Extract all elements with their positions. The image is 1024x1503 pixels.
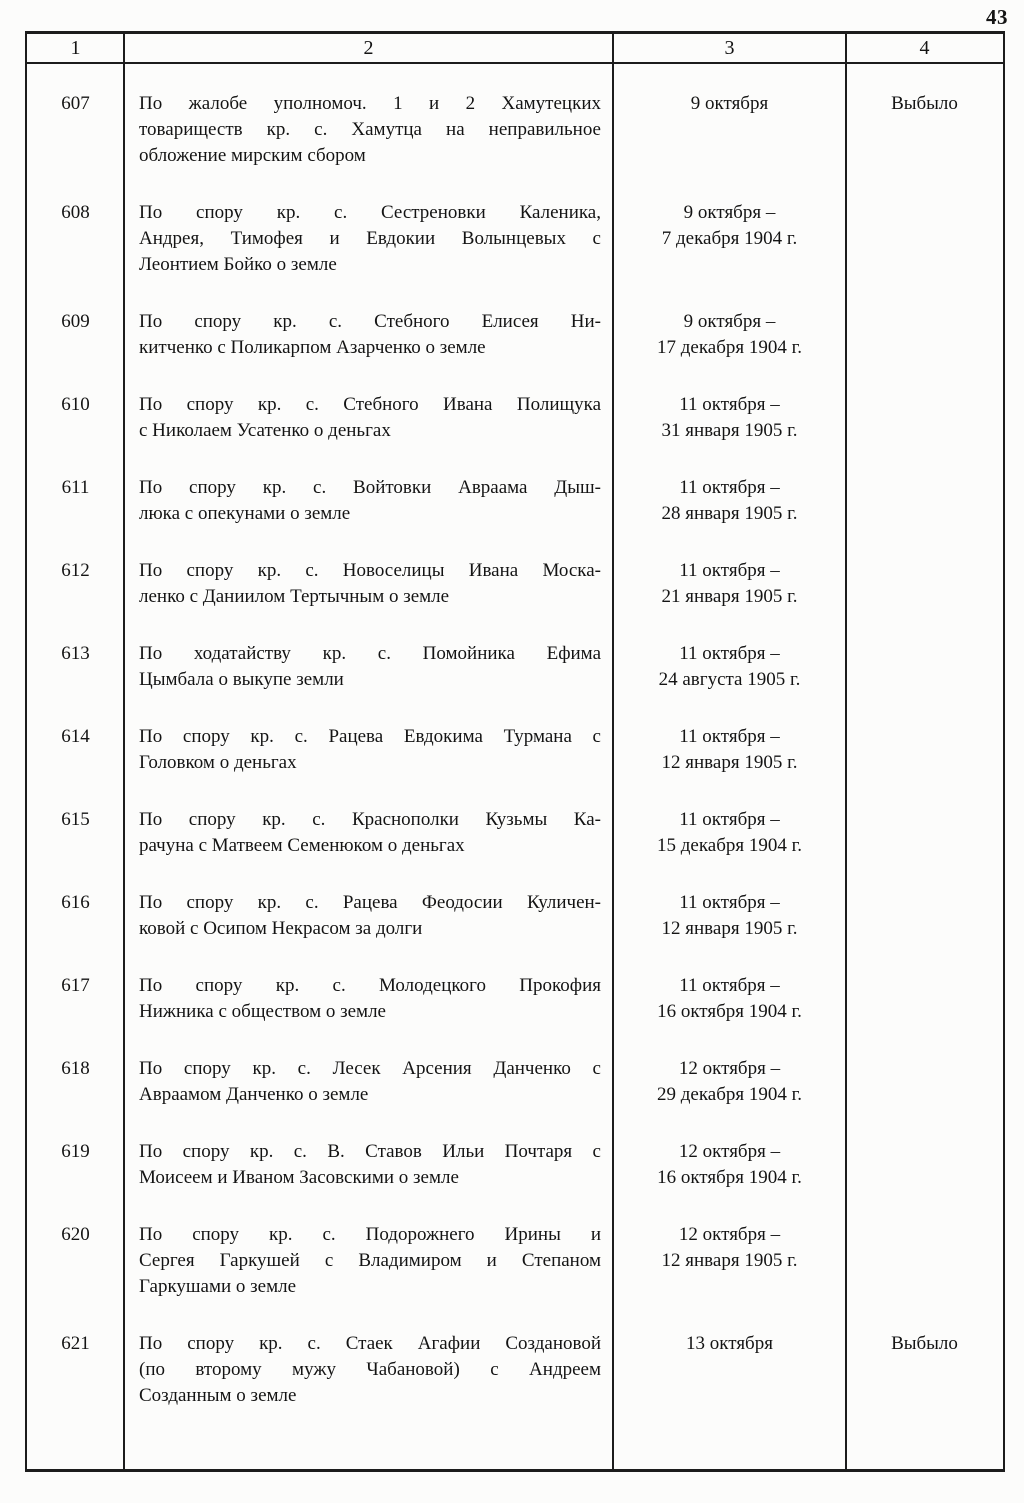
case-number: 608 bbox=[61, 202, 90, 223]
page-number: 43 bbox=[986, 5, 1008, 29]
table-row bbox=[27, 309, 1003, 361]
table-row bbox=[27, 558, 1003, 610]
case-description: По жалобе уполномоч. 1 и 2 Хамутецких товариществ кр. с. Хамутца на неправильное обложение мирским сбором bbox=[139, 93, 601, 166]
column-header-2: 2 bbox=[363, 36, 374, 59]
case-dates: 11 октября – 12 января 1905 г. bbox=[661, 726, 798, 773]
case-number: 618 bbox=[61, 1058, 90, 1079]
table-body bbox=[27, 64, 1003, 1470]
table-row bbox=[27, 392, 1003, 444]
table-row bbox=[27, 724, 1003, 776]
case-number: 614 bbox=[61, 726, 90, 747]
case-dates: 9 октября – 7 декабря 1904 г. bbox=[661, 202, 798, 249]
column-divider-2 bbox=[612, 34, 614, 1469]
column-divider-1 bbox=[123, 34, 125, 1469]
case-number: 613 bbox=[61, 643, 90, 664]
case-number: 617 bbox=[61, 975, 90, 996]
case-description: По спору кр. с. Лесек Арсения Данченко с Авраамом Данченко о земле bbox=[139, 1058, 601, 1105]
table-row bbox=[27, 641, 1003, 693]
case-number: 611 bbox=[61, 477, 90, 498]
column-header-3: 3 bbox=[724, 36, 735, 59]
table-row bbox=[27, 1139, 1003, 1191]
case-number: 620 bbox=[61, 1224, 90, 1245]
case-number: 612 bbox=[61, 560, 90, 581]
case-number: 615 bbox=[61, 809, 90, 830]
case-dates: 11 октября – 28 января 1905 г. bbox=[661, 477, 798, 524]
table-row bbox=[27, 200, 1003, 278]
case-description: По спору кр. с. Стаек Агафии Создановой (по второму мужу Чабановой) с Андреем Созданным о земле bbox=[139, 1333, 601, 1406]
case-dates: 11 октября – 12 января 1905 г. bbox=[661, 892, 798, 939]
case-description: По спору кр. с. Новоселицы Ивана Моска- ленко с Даниилом Тертычным о земле bbox=[139, 560, 601, 607]
column-divider-3 bbox=[845, 34, 847, 1469]
case-dates: 11 октября – 16 октября 1904 г. bbox=[657, 975, 802, 1022]
table-row bbox=[27, 1331, 1003, 1409]
table-row bbox=[27, 807, 1003, 859]
case-description: По спору кр. с. Войтовки Авраама Дыш- люка с опекунами о земле bbox=[139, 477, 601, 524]
case-dates: 12 октября – 29 декабря 1904 г. bbox=[656, 1058, 803, 1105]
case-status: Выбыло bbox=[891, 93, 958, 114]
case-number: 621 bbox=[61, 1333, 90, 1354]
case-description: По спору кр. с. Молодецкого Прокофия Нижника с обществом о земле bbox=[139, 975, 601, 1022]
table-row bbox=[27, 1222, 1003, 1300]
case-description: По спору кр. с. Стебного Елисея Ни- китченко с Поликарпом Азарченко о земле bbox=[139, 311, 601, 358]
case-number: 616 bbox=[61, 892, 90, 913]
case-description: По спору кр. с. Подорожнего Ирины и Сергея Гаркушей с Владимиром и Степаном Гаркушами о земле bbox=[139, 1224, 601, 1297]
case-description: По ходатайству кр. с. Помойника Ефима Цымбала о выкупе земли bbox=[139, 643, 601, 690]
case-dates: 9 октября bbox=[690, 93, 769, 114]
table-row bbox=[27, 973, 1003, 1025]
column-header-4: 4 bbox=[919, 36, 930, 59]
register-table bbox=[25, 31, 1005, 1472]
case-dates: 11 октября – 21 января 1905 г. bbox=[661, 560, 798, 607]
case-dates: 9 октября – 17 декабря 1904 г. bbox=[656, 311, 803, 358]
case-number: 610 bbox=[61, 394, 90, 415]
case-number: 619 bbox=[61, 1141, 90, 1162]
case-dates: 13 октября bbox=[686, 1333, 773, 1354]
case-dates: 11 октября – 15 декабря 1904 г. bbox=[656, 809, 803, 856]
case-number: 607 bbox=[61, 93, 90, 114]
case-dates: 11 октября – 31 января 1905 г. bbox=[661, 394, 798, 441]
table-row bbox=[27, 1056, 1003, 1108]
case-number: 609 bbox=[61, 311, 90, 332]
table-row bbox=[27, 91, 1003, 169]
case-dates: 12 октября – 12 января 1905 г. bbox=[661, 1224, 798, 1271]
case-dates: 11 октября – 24 августа 1905 г. bbox=[658, 643, 801, 690]
case-description: По спору кр. с. Стебного Ивана Полищука с Николаем Усатенко о деньгах bbox=[139, 394, 601, 441]
case-description: По спору кр. с. Краснополки Кузьмы Ка- рачуна с Матвеем Семенюком о деньгах bbox=[139, 809, 601, 856]
case-description: По спору кр. с. Рацева Феодосии Куличен- ковой с Осипом Некрасом за долги bbox=[139, 892, 601, 939]
case-description: По спору кр. с. Сестреновки Каленика, Андрея, Тимофея и Евдокии Волынцевых с Леонтием Бойко о земле bbox=[139, 202, 601, 275]
table-header bbox=[27, 34, 1003, 64]
table-row bbox=[27, 890, 1003, 942]
column-header-1: 1 bbox=[70, 36, 81, 59]
case-description: По спору кр. с. Рацева Евдокима Турмана с Головком о деньгах bbox=[139, 726, 601, 773]
case-dates: 12 октября – 16 октября 1904 г. bbox=[657, 1141, 802, 1188]
case-status: Выбыло bbox=[891, 1333, 958, 1354]
table-row bbox=[27, 475, 1003, 527]
case-description: По спору кр. с. В. Ставов Ильи Почтаря с Моисеем и Иваном Засовскими о земле bbox=[139, 1141, 601, 1188]
